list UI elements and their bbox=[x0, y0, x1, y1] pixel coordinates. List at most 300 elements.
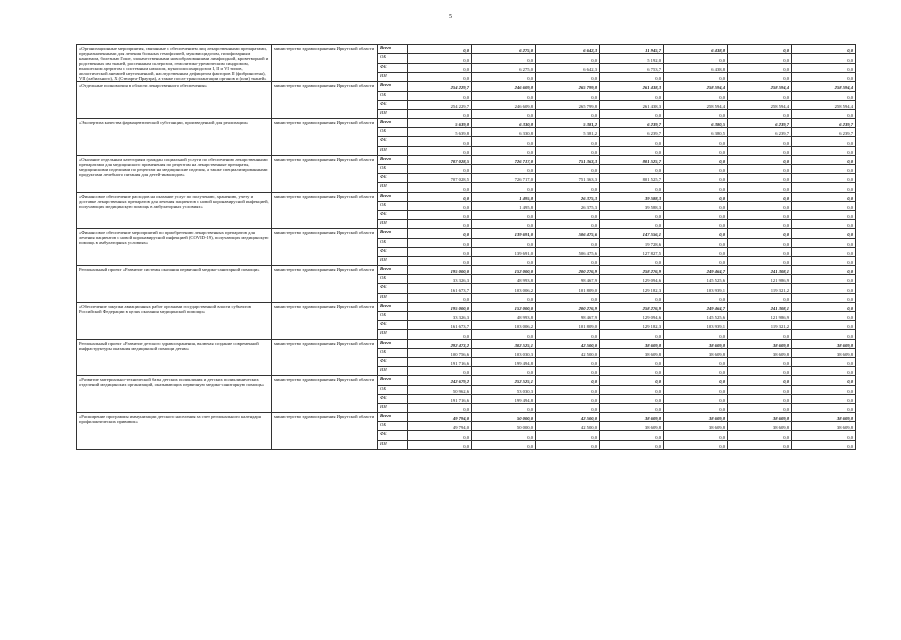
funding-source-cell: ОБ bbox=[378, 201, 408, 210]
amount-cell: 48 993,8 bbox=[472, 312, 536, 321]
amount-cell: 0,0 bbox=[472, 183, 536, 192]
amount-cell: 0,0 bbox=[408, 137, 472, 146]
amount-cell: 0,0 bbox=[472, 330, 536, 339]
amount-cell: 119 321,2 bbox=[728, 284, 792, 293]
amount-cell: 0,0 bbox=[664, 54, 728, 63]
amount-cell: 1 495,8 bbox=[472, 201, 536, 210]
amount-cell: 0,0 bbox=[728, 146, 792, 155]
amount-cell: 0,0 bbox=[792, 357, 856, 366]
amount-cell: 0,0 bbox=[536, 357, 600, 366]
amount-cell: 6 239,7 bbox=[728, 119, 792, 128]
amount-cell: 0,0 bbox=[408, 183, 472, 192]
funding-source-cell: ОБ bbox=[378, 312, 408, 321]
funding-source-cell: Всего bbox=[378, 45, 408, 54]
amount-cell: 5 381,2 bbox=[536, 119, 600, 128]
amount-cell: 0,0 bbox=[792, 54, 856, 63]
funding-source-cell: Всего bbox=[378, 82, 408, 91]
executor-cell: министерство здравоохранения Иркутской области bbox=[272, 339, 378, 376]
amount-cell: 726 717,0 bbox=[472, 155, 536, 164]
amount-cell: 38 609,8 bbox=[664, 339, 728, 348]
amount-cell: 26 375,3 bbox=[536, 192, 600, 201]
funding-source-cell: ФБ bbox=[378, 321, 408, 330]
event-name-cell: «Обеспечение закупки авиационных работ органами государственной власти субъектов Российской Федерации в целях оказания медицинской помощи» bbox=[77, 302, 272, 339]
amount-cell: 6 239,7 bbox=[792, 128, 856, 137]
amount-cell: 38 609,8 bbox=[792, 413, 856, 422]
funding-source-cell: ОБ bbox=[378, 128, 408, 137]
amount-cell: 0,0 bbox=[792, 312, 856, 321]
amount-cell: 200 276,9 bbox=[536, 266, 600, 275]
amount-cell: 0,0 bbox=[408, 165, 472, 174]
funding-source-cell: ИИ bbox=[378, 367, 408, 376]
amount-cell: 246 609,8 bbox=[472, 100, 536, 109]
amount-cell: 0,0 bbox=[728, 174, 792, 183]
amount-cell: 751 363,3 bbox=[536, 155, 600, 164]
amount-cell: 0,0 bbox=[728, 183, 792, 192]
amount-cell: 241 308,1 bbox=[728, 266, 792, 275]
funding-source-cell: ИИ bbox=[378, 256, 408, 265]
executor-cell: министерство здравоохранения Иркутской области bbox=[272, 302, 378, 339]
amount-cell: 0,0 bbox=[408, 72, 472, 81]
amount-cell: 0,0 bbox=[664, 376, 728, 385]
amount-cell: 0,0 bbox=[600, 367, 664, 376]
amount-cell: 0,0 bbox=[600, 357, 664, 366]
amount-cell: 0,0 bbox=[664, 91, 728, 100]
amount-cell: 38 609,8 bbox=[728, 339, 792, 348]
funding-source-cell: ОБ bbox=[378, 422, 408, 431]
amount-cell: 6 380,5 bbox=[664, 128, 728, 137]
amount-cell: 0,0 bbox=[728, 238, 792, 247]
amount-cell: 11 945,7 bbox=[600, 45, 664, 54]
funding-source-cell: ОБ bbox=[378, 275, 408, 284]
amount-cell: 26 375,3 bbox=[536, 201, 600, 210]
funding-source-cell: Всего bbox=[378, 192, 408, 201]
amount-cell: 0,0 bbox=[600, 376, 664, 385]
amount-cell: 0,0 bbox=[728, 54, 792, 63]
amount-cell: 6 275,0 bbox=[472, 45, 536, 54]
amount-cell: 0,0 bbox=[728, 385, 792, 394]
amount-cell: 0,0 bbox=[600, 91, 664, 100]
amount-cell: 0,0 bbox=[600, 330, 664, 339]
amount-cell: 0,0 bbox=[792, 440, 856, 449]
amount-cell: 0,0 bbox=[792, 63, 856, 72]
amount-cell: 0,0 bbox=[792, 284, 856, 293]
amount-cell: 38 609,8 bbox=[664, 422, 728, 431]
amount-cell: 42 500,0 bbox=[536, 413, 600, 422]
amount-cell: 0,0 bbox=[536, 394, 600, 403]
amount-cell: 49 794,0 bbox=[408, 413, 472, 422]
amount-cell: 0,0 bbox=[664, 431, 728, 440]
amount-cell: 0,0 bbox=[408, 201, 472, 210]
amount-cell: 0,0 bbox=[472, 109, 536, 118]
amount-cell: 5 639,8 bbox=[408, 128, 472, 137]
amount-cell: 0,0 bbox=[792, 330, 856, 339]
amount-cell: 254 229,7 bbox=[408, 82, 472, 91]
amount-cell: 1 495,8 bbox=[472, 192, 536, 201]
amount-cell: 0,0 bbox=[728, 63, 792, 72]
amount-cell: 6 380,5 bbox=[664, 119, 728, 128]
amount-cell: 0,0 bbox=[408, 220, 472, 229]
amount-cell: 38 609,8 bbox=[600, 413, 664, 422]
event-name-cell: «Оказание отдельным категориям граждан социальной услуги по обеспечению лекарственными препаратами для медицинского применения по рецептам на лекарственные препараты, медицинскими изделиями по рецептам на медицинские изделия, а также специализированными продуктами лечебного питания для детей-инвалидов» bbox=[77, 155, 272, 192]
amount-cell: 0,0 bbox=[664, 137, 728, 146]
table-row bbox=[77, 192, 856, 201]
amount-cell: 0,0 bbox=[536, 367, 600, 376]
amount-cell: 0,0 bbox=[792, 146, 856, 155]
funding-source-cell: ИИ bbox=[378, 72, 408, 81]
funding-source-cell: ОБ bbox=[378, 91, 408, 100]
amount-cell: 101 809,0 bbox=[536, 284, 600, 293]
amount-cell: 0,0 bbox=[408, 109, 472, 118]
amount-cell: 191 716,6 bbox=[408, 394, 472, 403]
amount-cell: 0,0 bbox=[600, 431, 664, 440]
event-name-cell: «Организационные мероприятия, связанные с обеспечением лиц лекарственными препаратами, предназначенными для лечения больных гемофилией, муковисцидозом, гипофизарным нанизмом, болезнью Гоше, злокачественными новообразованиями лимфоидной, кроветворной и родственных им тканей, рассеянным склерозом, гемолитико-уремическим синдромом, юношеским артритом с системным началом, мукополисахаридозом I, II и VI типов, апластической анемией неуточненной, наследственным дефицитом факторов II (фибриногена), VII (лабильного), X (Стюарта-Прауэра), а также после трансплантации органов и (или) тканей» bbox=[77, 45, 272, 82]
funding-source-cell: Всего bbox=[378, 229, 408, 238]
amount-cell: 0,0 bbox=[536, 376, 600, 385]
event-name-cell: «Развитие материально-технической базы детских поликлиник и детских поликлинических отделений медицинских организаций, оказывающих первичную медико-санитарную помощь» bbox=[77, 376, 272, 413]
amount-cell: 0,0 bbox=[792, 155, 856, 164]
amount-cell: 0,0 bbox=[600, 183, 664, 192]
amount-cell: 0,0 bbox=[536, 210, 600, 219]
funding-source-cell: ОБ bbox=[378, 385, 408, 394]
amount-cell: 254 229,7 bbox=[408, 100, 472, 109]
amount-cell: 0,0 bbox=[536, 72, 600, 81]
amount-cell: 0,0 bbox=[408, 293, 472, 302]
funding-source-cell: Всего bbox=[378, 413, 408, 422]
amount-cell: 127 827,5 bbox=[600, 247, 664, 256]
amount-cell: 38 609,8 bbox=[728, 413, 792, 422]
amount-cell: 0,0 bbox=[600, 210, 664, 219]
amount-cell: 6 330,8 bbox=[472, 128, 536, 137]
amount-cell: 50 000,0 bbox=[472, 422, 536, 431]
amount-cell: 0,0 bbox=[664, 109, 728, 118]
amount-cell: 5 639,8 bbox=[408, 119, 472, 128]
amount-cell: 0,0 bbox=[408, 146, 472, 155]
amount-cell: 0,0 bbox=[408, 210, 472, 219]
amount-cell: 100 756,6 bbox=[408, 348, 472, 357]
amount-cell: 0,0 bbox=[600, 137, 664, 146]
amount-cell: 38 609,8 bbox=[792, 339, 856, 348]
amount-cell: 302 525,1 bbox=[472, 339, 536, 348]
amount-cell: 0,0 bbox=[664, 220, 728, 229]
funding-source-cell: ФБ bbox=[378, 394, 408, 403]
amount-cell: 0,0 bbox=[408, 330, 472, 339]
amount-cell: 0,0 bbox=[536, 91, 600, 100]
amount-cell: 152 000,0 bbox=[472, 302, 536, 311]
amount-cell: 103 939,1 bbox=[664, 321, 728, 330]
funding-source-cell: ИИ bbox=[378, 220, 408, 229]
funding-source-cell: ИИ bbox=[378, 146, 408, 155]
table-row bbox=[77, 266, 856, 275]
event-name-cell: «Экспертиза качества фармацевтической субстанции, произведенной для реализации» bbox=[77, 119, 272, 156]
funding-source-cell: ФБ bbox=[378, 100, 408, 109]
amount-cell: 0,0 bbox=[536, 330, 600, 339]
amount-cell: 53 030,3 bbox=[472, 385, 536, 394]
amount-cell: 129 094,6 bbox=[600, 312, 664, 321]
table-row bbox=[77, 45, 856, 54]
amount-cell: 292 473,2 bbox=[408, 339, 472, 348]
amount-cell: 103 030,3 bbox=[472, 348, 536, 357]
executor-cell: министерство здравоохранения Иркутской области bbox=[272, 376, 378, 413]
amount-cell: 0,0 bbox=[472, 220, 536, 229]
amount-cell: 246 609,8 bbox=[472, 82, 536, 91]
amount-cell: 0,0 bbox=[728, 137, 792, 146]
amount-cell: 0,0 bbox=[472, 367, 536, 376]
amount-cell: 200 276,9 bbox=[536, 302, 600, 311]
amount-cell: 0,0 bbox=[792, 302, 856, 311]
executor-cell: министерство здравоохранения Иркутской области bbox=[272, 266, 378, 303]
amount-cell: 0,0 bbox=[728, 192, 792, 201]
amount-cell: 0,0 bbox=[472, 256, 536, 265]
amount-cell: 33 326,3 bbox=[408, 275, 472, 284]
amount-cell: 0,0 bbox=[792, 72, 856, 81]
amount-cell: 101 809,0 bbox=[536, 321, 600, 330]
amount-cell: 0,0 bbox=[536, 146, 600, 155]
amount-cell: 0,0 bbox=[728, 155, 792, 164]
amount-cell: 242 679,2 bbox=[408, 376, 472, 385]
amount-cell: 39 588,3 bbox=[600, 201, 664, 210]
amount-cell: 39 588,3 bbox=[600, 192, 664, 201]
amount-cell: 0,0 bbox=[408, 440, 472, 449]
amount-cell: 0,0 bbox=[792, 403, 856, 412]
amount-cell: 33 326,3 bbox=[408, 312, 472, 321]
amount-cell: 42 500,0 bbox=[536, 339, 600, 348]
amount-cell: 0,0 bbox=[600, 385, 664, 394]
amount-cell: 0,0 bbox=[792, 45, 856, 54]
amount-cell: 6 330,8 bbox=[472, 119, 536, 128]
funding-source-cell: ФБ bbox=[378, 284, 408, 293]
amount-cell: 98 467,9 bbox=[536, 312, 600, 321]
amount-cell: 0,0 bbox=[536, 293, 600, 302]
amount-cell: 258 276,9 bbox=[600, 266, 664, 275]
funding-source-cell: Всего bbox=[378, 119, 408, 128]
amount-cell: 103 006,2 bbox=[472, 321, 536, 330]
amount-cell: 0,0 bbox=[472, 238, 536, 247]
amount-cell: 0,0 bbox=[664, 330, 728, 339]
amount-cell: 0,0 bbox=[728, 91, 792, 100]
amount-cell: 0,0 bbox=[792, 238, 856, 247]
amount-cell: 6 239,7 bbox=[728, 128, 792, 137]
amount-cell: 6 275,0 bbox=[472, 63, 536, 72]
page-number: 5 bbox=[449, 14, 452, 20]
amount-cell: 0,0 bbox=[664, 174, 728, 183]
executor-cell: министерство здравоохранения Иркутской области bbox=[272, 413, 378, 450]
amount-cell: 0,0 bbox=[792, 293, 856, 302]
amount-cell: 195 000,0 bbox=[408, 266, 472, 275]
amount-cell: 199 494,8 bbox=[472, 394, 536, 403]
amount-cell: 0,0 bbox=[664, 385, 728, 394]
amount-cell: 38 609,8 bbox=[728, 422, 792, 431]
amount-cell: 0,0 bbox=[536, 256, 600, 265]
funding-source-cell: ОБ bbox=[378, 165, 408, 174]
amount-cell: 0,0 bbox=[408, 91, 472, 100]
amount-cell: 0,0 bbox=[600, 72, 664, 81]
amount-cell: 726 717,0 bbox=[472, 174, 536, 183]
amount-cell: 0,0 bbox=[792, 220, 856, 229]
amount-cell: 42 500,0 bbox=[536, 422, 600, 431]
executor-cell: министерство здравоохранения Иркутской области bbox=[272, 82, 378, 119]
event-name-cell: «Отдельные полномочия в области лекарственного обеспечения» bbox=[77, 82, 272, 119]
table-row bbox=[77, 82, 856, 91]
funding-source-cell: Всего bbox=[378, 155, 408, 164]
amount-cell: 6 438,8 bbox=[664, 45, 728, 54]
amount-cell: 139 691,0 bbox=[472, 229, 536, 238]
amount-cell: 261 438,3 bbox=[600, 82, 664, 91]
amount-cell: 0,0 bbox=[472, 210, 536, 219]
funding-source-cell: Всего bbox=[378, 376, 408, 385]
amount-cell: 0,0 bbox=[728, 220, 792, 229]
amount-cell: 0,0 bbox=[792, 183, 856, 192]
funding-source-cell: ФБ bbox=[378, 431, 408, 440]
amount-cell: 42 500,0 bbox=[536, 348, 600, 357]
funding-source-cell: ИИ bbox=[378, 183, 408, 192]
amount-cell: 0,0 bbox=[792, 367, 856, 376]
table-row bbox=[77, 339, 856, 348]
amount-cell: 0,0 bbox=[728, 109, 792, 118]
amount-cell: 0,0 bbox=[600, 403, 664, 412]
amount-cell: 0,0 bbox=[408, 192, 472, 201]
amount-cell: 5 381,2 bbox=[536, 128, 600, 137]
funding-source-cell: ОБ bbox=[378, 54, 408, 63]
amount-cell: 0,0 bbox=[472, 137, 536, 146]
amount-cell: 0,0 bbox=[408, 45, 472, 54]
amount-cell: 0,0 bbox=[472, 293, 536, 302]
amount-cell: 0,0 bbox=[408, 431, 472, 440]
amount-cell: 0,0 bbox=[408, 247, 472, 256]
amount-cell: 506 475,6 bbox=[536, 247, 600, 256]
amount-cell: 0,0 bbox=[728, 394, 792, 403]
amount-cell: 0,0 bbox=[472, 54, 536, 63]
amount-cell: 0,0 bbox=[536, 183, 600, 192]
amount-cell: 0,0 bbox=[536, 403, 600, 412]
amount-cell: 19 728,6 bbox=[600, 238, 664, 247]
amount-cell: 129 094,6 bbox=[600, 275, 664, 284]
amount-cell: 6 438,8 bbox=[664, 63, 728, 72]
amount-cell: 252 525,1 bbox=[472, 376, 536, 385]
funding-source-cell: ОБ bbox=[378, 238, 408, 247]
event-name-cell: Региональный проект «Развитие системы оказания первичной медико-санитарной помощи» bbox=[77, 266, 272, 303]
funding-source-cell: ИИ bbox=[378, 330, 408, 339]
amount-cell: 0,0 bbox=[664, 192, 728, 201]
amount-cell: 0,0 bbox=[728, 72, 792, 81]
amount-cell: 0,0 bbox=[472, 165, 536, 174]
amount-cell: 0,0 bbox=[728, 229, 792, 238]
amount-cell: 0,0 bbox=[792, 275, 856, 284]
amount-cell: 801 525,7 bbox=[600, 155, 664, 164]
executor-cell: министерство здравоохранения Иркутской области bbox=[272, 192, 378, 229]
amount-cell: 161 673,7 bbox=[408, 321, 472, 330]
amount-cell: 258 594,4 bbox=[792, 100, 856, 109]
amount-cell: 249 464,7 bbox=[664, 302, 728, 311]
amount-cell: 6 642,3 bbox=[536, 63, 600, 72]
event-name-cell: Региональный проект «Развитие детского здравоохранения, включая создание современной инфраструктуры оказания медицинской помощи детям» bbox=[77, 339, 272, 376]
amount-cell: 0,0 bbox=[792, 109, 856, 118]
amount-cell: 0,0 bbox=[728, 201, 792, 210]
amount-cell: 0,0 bbox=[472, 146, 536, 155]
amount-cell: 119 321,2 bbox=[728, 321, 792, 330]
amount-cell: 0,0 bbox=[600, 165, 664, 174]
amount-cell: 258 594,4 bbox=[792, 82, 856, 91]
amount-cell: 0,0 bbox=[536, 220, 600, 229]
amount-cell: 0,0 bbox=[664, 183, 728, 192]
amount-cell: 0,0 bbox=[600, 146, 664, 155]
table-row bbox=[77, 119, 856, 128]
table-row bbox=[77, 413, 856, 422]
funding-source-cell: ФБ bbox=[378, 247, 408, 256]
amount-cell: 145 525,6 bbox=[664, 275, 728, 284]
amount-cell: 48 993,8 bbox=[472, 275, 536, 284]
amount-cell: 0,0 bbox=[664, 394, 728, 403]
amount-cell: 6 239,7 bbox=[792, 119, 856, 128]
amount-cell: 0,0 bbox=[472, 440, 536, 449]
amount-cell: 0,0 bbox=[600, 109, 664, 118]
table-row bbox=[77, 302, 856, 311]
amount-cell: 0,0 bbox=[408, 54, 472, 63]
amount-cell: 265 799,8 bbox=[536, 82, 600, 91]
amount-cell: 191 716,6 bbox=[408, 357, 472, 366]
amount-cell: 707 028,5 bbox=[408, 155, 472, 164]
amount-cell: 38 609,8 bbox=[792, 422, 856, 431]
amount-cell: 0,0 bbox=[792, 394, 856, 403]
amount-cell: 258 594,4 bbox=[664, 100, 728, 109]
executor-cell: министерство здравоохранения Иркутской области bbox=[272, 119, 378, 156]
amount-cell: 0,0 bbox=[664, 403, 728, 412]
table-row bbox=[77, 376, 856, 385]
amount-cell: 0,0 bbox=[536, 385, 600, 394]
amount-cell: 0,0 bbox=[408, 229, 472, 238]
amount-cell: 121 986,9 bbox=[728, 275, 792, 284]
amount-cell: 6 642,3 bbox=[536, 45, 600, 54]
amount-cell: 5 192,0 bbox=[600, 54, 664, 63]
amount-cell: 0,0 bbox=[664, 256, 728, 265]
amount-cell: 0,0 bbox=[664, 201, 728, 210]
amount-cell: 0,0 bbox=[728, 247, 792, 256]
amount-cell: 38 609,8 bbox=[728, 348, 792, 357]
amount-cell: 0,0 bbox=[792, 385, 856, 394]
amount-cell: 0,0 bbox=[792, 376, 856, 385]
funding-source-cell: Всего bbox=[378, 266, 408, 275]
amount-cell: 0,0 bbox=[728, 45, 792, 54]
amount-cell: 0,0 bbox=[792, 321, 856, 330]
amount-cell: 0,0 bbox=[408, 238, 472, 247]
executor-cell: министерство здравоохранения Иркутской области bbox=[272, 229, 378, 266]
amount-cell: 707 028,5 bbox=[408, 174, 472, 183]
amount-cell: 0,0 bbox=[408, 367, 472, 376]
amount-cell: 0,0 bbox=[472, 91, 536, 100]
amount-cell: 0,0 bbox=[664, 155, 728, 164]
funding-source-cell: ФБ bbox=[378, 357, 408, 366]
amount-cell: 145 525,6 bbox=[664, 312, 728, 321]
funding-source-cell: ФБ bbox=[378, 137, 408, 146]
amount-cell: 147 556,1 bbox=[600, 229, 664, 238]
amount-cell: 0,0 bbox=[664, 146, 728, 155]
amount-cell: 0,0 bbox=[728, 165, 792, 174]
amount-cell: 0,0 bbox=[728, 440, 792, 449]
amount-cell: 38 609,8 bbox=[664, 348, 728, 357]
amount-cell: 0,0 bbox=[600, 394, 664, 403]
funding-source-cell: ФБ bbox=[378, 210, 408, 219]
amount-cell: 0,0 bbox=[472, 431, 536, 440]
amount-cell: 0,0 bbox=[664, 440, 728, 449]
table-row bbox=[77, 155, 856, 164]
amount-cell: 0,0 bbox=[664, 165, 728, 174]
amount-cell: 258 594,4 bbox=[728, 82, 792, 91]
amount-cell: 0,0 bbox=[728, 357, 792, 366]
amount-cell: 50 000,0 bbox=[472, 413, 536, 422]
amount-cell: 258 594,4 bbox=[664, 82, 728, 91]
amount-cell: 0,0 bbox=[792, 256, 856, 265]
funding-source-cell: ИИ bbox=[378, 403, 408, 412]
funding-source-cell: ФБ bbox=[378, 63, 408, 72]
